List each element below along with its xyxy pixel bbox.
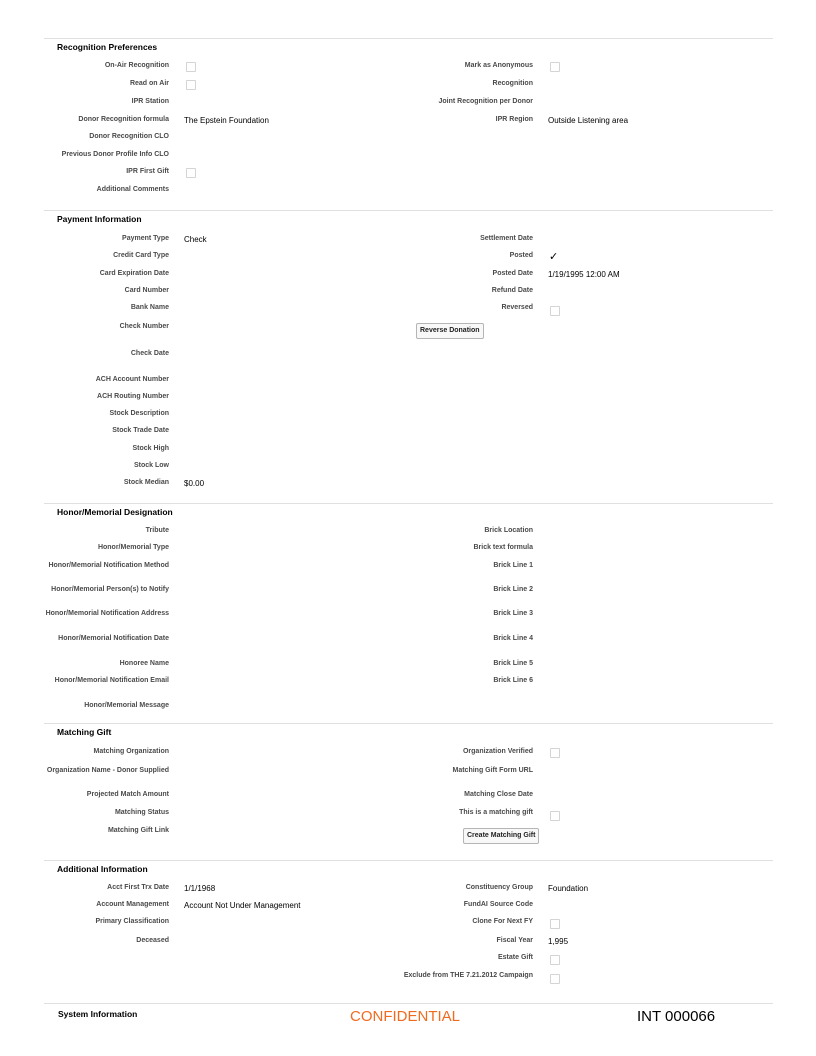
field-label: Constituency Group — [465, 884, 533, 891]
field-label: Brick text formula — [473, 544, 533, 551]
field-label: IPR Region — [495, 116, 533, 123]
field-label: Honor/Memorial Person(s) to Notify — [51, 586, 169, 593]
field-value: 1/1/1968 — [184, 884, 216, 893]
field-label: Account Management — [96, 901, 169, 908]
honor-memorial-section — [44, 503, 773, 722]
field-label: Estate Gift — [497, 954, 533, 961]
field-label: Donor Recognition CLO — [89, 133, 169, 140]
field-label: Additional Comments — [96, 186, 169, 193]
field-label: Joint Recognition per Donor — [438, 98, 533, 105]
field-value: 1,995 — [548, 937, 569, 946]
reversed-checkbox[interactable] — [550, 306, 560, 316]
field-label: Clone For Next FY — [472, 918, 533, 925]
field-label: Stock High — [132, 445, 169, 452]
create-matching-gift-button[interactable]: Create Matching Gift — [463, 828, 539, 844]
field-label: Matching Gift Link — [107, 827, 169, 834]
field-label: Payment Type — [122, 235, 169, 242]
field-value: The Epstein Foundation — [184, 116, 269, 125]
field-label: Card Expiration Date — [99, 270, 169, 277]
field-label: Brick Line 1 — [493, 562, 533, 569]
field-label: Refund Date — [491, 287, 533, 294]
organization-verified-checkbox[interactable] — [550, 748, 560, 758]
field-label: FundAI Source Code — [463, 901, 533, 908]
field-label: Bank Name — [130, 304, 169, 311]
is-matching-gift-checkbox[interactable] — [550, 811, 560, 821]
field-label: Honor/Memorial Notification Method — [48, 562, 169, 569]
field-label: Matching Close Date — [464, 791, 533, 798]
field-label: On-Air Recognition — [104, 62, 169, 69]
field-label: Matching Organization — [93, 748, 169, 755]
field-label: Honor/Memorial Notification Date — [58, 635, 169, 642]
field-label: Stock Trade Date — [112, 427, 169, 434]
on-air-recognition-checkbox[interactable] — [186, 62, 196, 72]
field-label: Brick Line 3 — [493, 610, 533, 617]
field-label: Honoree Name — [119, 660, 169, 667]
field-label: Reversed — [501, 304, 533, 311]
field-label: Card Number — [124, 287, 169, 294]
field-label: Posted Date — [492, 270, 533, 277]
matching-gift-section — [44, 723, 773, 859]
field-label: ACH Routing Number — [97, 393, 169, 400]
section-title: Additional Information — [57, 864, 148, 874]
field-label: Posted — [509, 252, 533, 259]
field-value: Foundation — [548, 884, 589, 893]
field-label: Recognition — [492, 80, 533, 87]
field-label: Stock Low — [133, 462, 169, 469]
field-label: Organization Verified — [462, 748, 533, 755]
field-label: Organization Name - Donor Supplied — [46, 767, 169, 774]
confidential-stamp: CONFIDENTIAL — [350, 1008, 461, 1025]
field-label: Deceased — [136, 937, 169, 944]
field-label: Primary Classification — [95, 918, 169, 925]
field-label: Honor/Memorial Notification Address — [45, 610, 169, 617]
recognition-section — [44, 38, 773, 209]
field-label: Mark as Anonymous — [464, 62, 533, 69]
field-label: Brick Line 5 — [493, 660, 533, 667]
field-label: Honor/Memorial Message — [84, 702, 169, 709]
field-label: Exclude from THE 7.21.2012 Campaign — [403, 972, 533, 979]
field-value: $0.00 — [184, 479, 205, 488]
field-label: Read on Air — [129, 80, 169, 87]
field-label: Brick Line 2 — [493, 586, 533, 593]
field-value: Outside Listening area — [548, 116, 629, 125]
field-label: Matching Status — [114, 809, 169, 816]
posted-checkmark-icon: ✓ — [549, 251, 559, 263]
section-title: Recognition Preferences — [57, 42, 158, 52]
field-label: Brick Line 6 — [493, 677, 533, 684]
field-label: Acct First Trx Date — [107, 884, 169, 891]
ipr-first-gift-checkbox[interactable] — [186, 168, 196, 178]
field-label: Previous Donor Profile Info CLO — [61, 151, 169, 158]
field-value: 1/19/1995 12:00 AM — [548, 270, 620, 279]
field-label: Credit Card Type — [113, 252, 169, 259]
field-label: This is a matching gift — [459, 809, 533, 816]
field-label: Projected Match Amount — [86, 791, 169, 798]
field-label: Brick Line 4 — [493, 635, 533, 642]
section-title: Matching Gift — [57, 727, 112, 737]
reverse-donation-button[interactable]: Reverse Donation — [416, 323, 484, 339]
field-label: IPR Station — [131, 98, 169, 105]
bates-number: INT 000066 — [637, 1008, 716, 1025]
field-label: Honor/Memorial Notification Email — [54, 677, 169, 684]
clone-next-fy-checkbox[interactable] — [550, 919, 560, 929]
field-label: Tribute — [145, 527, 169, 534]
field-value: Account Not Under Management — [184, 901, 301, 910]
field-label: Fiscal Year — [496, 937, 533, 944]
read-on-air-checkbox[interactable] — [186, 80, 196, 90]
field-label: Matching Gift Form URL — [452, 767, 533, 774]
estate-gift-checkbox[interactable] — [550, 955, 560, 965]
field-value: Check — [184, 235, 207, 244]
field-label: ACH Account Number — [95, 376, 169, 383]
field-label: Honor/Memorial Type — [97, 544, 169, 551]
field-label: Check Number — [119, 323, 169, 330]
field-label: Brick Location — [484, 527, 533, 534]
mark-anonymous-checkbox[interactable] — [550, 62, 560, 72]
section-title: Honor/Memorial Designation — [57, 507, 173, 517]
field-label: Stock Description — [109, 410, 169, 417]
field-label: IPR First Gift — [126, 168, 169, 175]
field-label: Settlement Date — [480, 235, 533, 242]
field-label: Donor Recognition formula — [78, 116, 169, 123]
field-label: Check Date — [130, 350, 169, 357]
payment-section — [44, 210, 773, 503]
section-title: Payment Information — [57, 214, 142, 224]
field-label: Stock Median — [123, 479, 169, 486]
exclude-campaign-checkbox[interactable] — [550, 974, 560, 984]
section-title: System Information — [58, 1009, 138, 1019]
additional-information-section — [44, 860, 773, 1003]
